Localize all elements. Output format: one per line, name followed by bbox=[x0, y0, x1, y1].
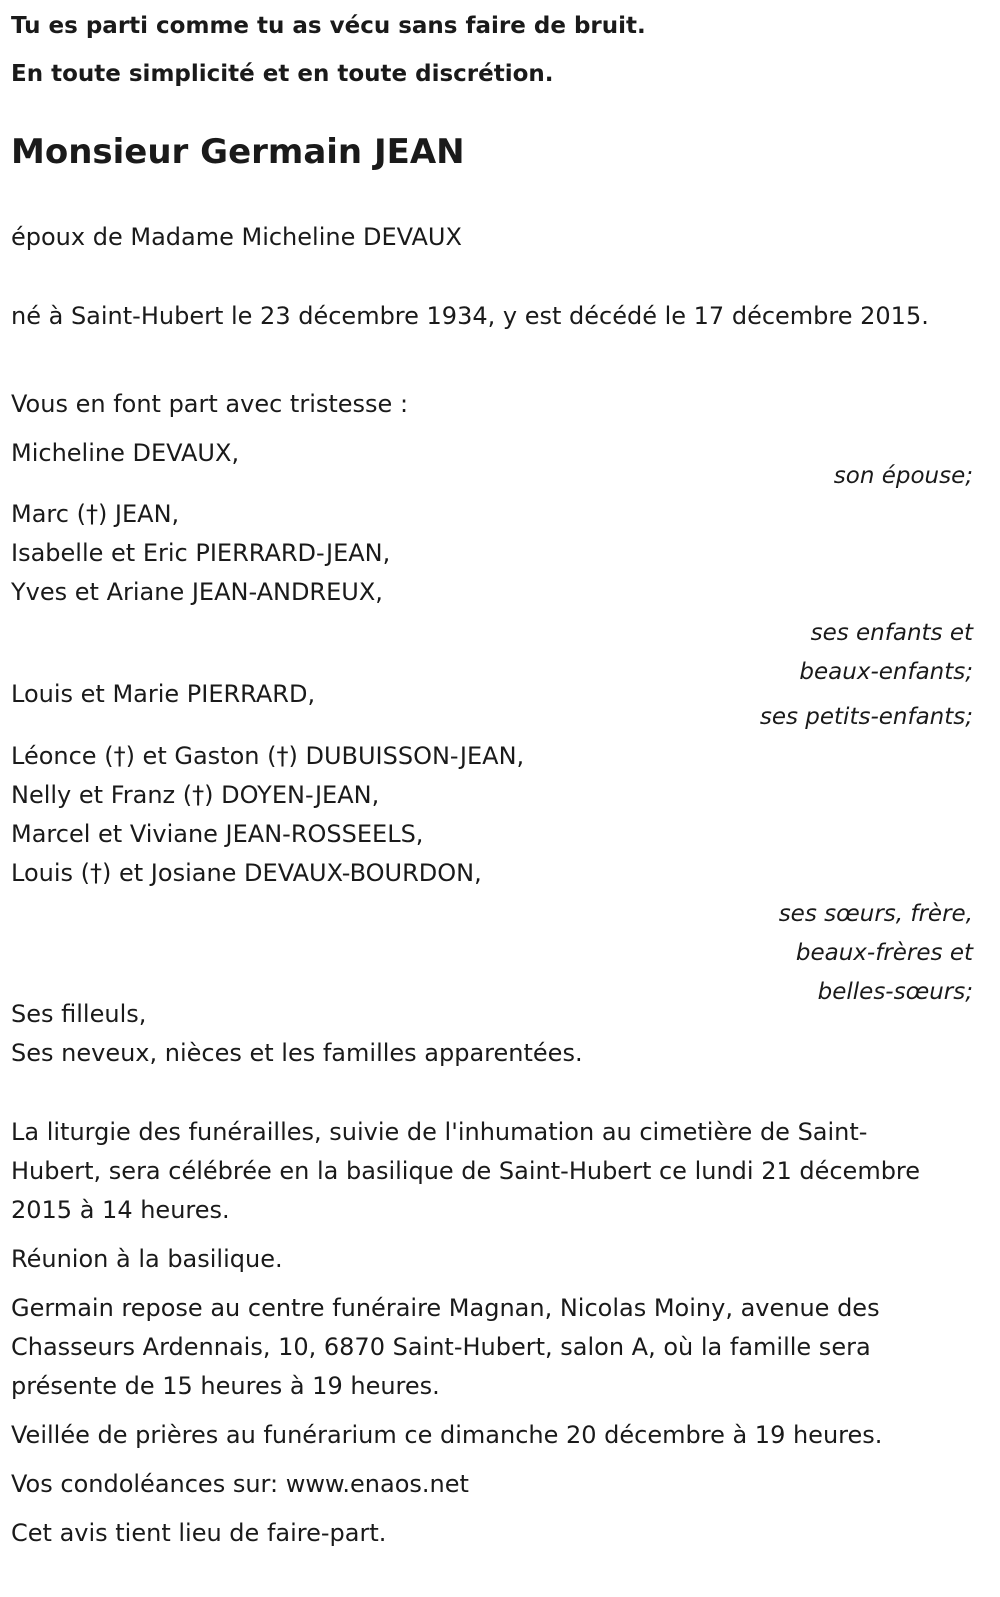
family-member: Yves et Ariane JEAN-ANDREUX, bbox=[11, 578, 383, 606]
other-relatives-line: Ses neveux, nièces et les familles apparentées. bbox=[11, 1039, 583, 1067]
other-relatives-line: Ses filleuls, bbox=[11, 1000, 147, 1028]
viewing-text: Germain repose au centre funéraire Magnan, Nicolas Moiny, avenue des Chasseurs Ardennais, 10, 6870 Saint-Hubert, salon A, où la famille sera présente de 15 heures à 19 heures. bbox=[11, 1294, 880, 1400]
quote-line-1: Tu es parti comme tu as vécu sans faire de bruit. bbox=[11, 13, 646, 39]
family-member: Micheline DEVAUX, bbox=[11, 439, 240, 467]
condolences-text: Vos condoléances sur: www.enaos.net bbox=[11, 1470, 469, 1498]
opening-quote bbox=[11, 0, 973, 98]
family-role: son épouse; bbox=[833, 463, 973, 489]
family-member: Léonce (†) et Gaston (†) DUBUISSON-JEAN, bbox=[11, 742, 525, 770]
quote-line-2: En toute simplicité et en toute discrétion. bbox=[11, 61, 554, 87]
family-group-siblings bbox=[11, 737, 973, 1012]
family-member: Isabelle et Eric PIERRARD-JEAN, bbox=[11, 539, 391, 567]
family-role: belles-sœurs; bbox=[817, 979, 973, 1005]
family-role: beaux-enfants; bbox=[799, 659, 973, 685]
vigil-text: Veillée de prières au funérarium ce dimanche 20 décembre à 19 heures. bbox=[11, 1421, 883, 1449]
family-member: Louis et Marie PIERRARD, bbox=[11, 680, 316, 708]
family-role: ses sœurs, frère, bbox=[778, 901, 973, 927]
family-member: Louis (†) et Josiane DEVAUX-BOURDON, bbox=[11, 859, 482, 887]
spouse-line: époux de Madame Micheline DEVAUX bbox=[11, 223, 462, 251]
family-role: ses petits-enfants; bbox=[759, 704, 973, 730]
notice-text: Cet avis tient lieu de faire-part. bbox=[11, 1519, 387, 1547]
birth-death-line: né à Saint-Hubert le 23 décembre 1934, y est décédé le 17 décembre 2015. bbox=[11, 302, 929, 330]
family-group-spouse bbox=[11, 434, 973, 496]
family-group-children bbox=[11, 495, 973, 692]
family-member: Marc (†) JEAN, bbox=[11, 500, 180, 528]
announcement-intro: Vous en font part avec tristesse : bbox=[11, 390, 409, 418]
family-role: beaux-frères et bbox=[795, 940, 973, 966]
family-member: Nelly et Franz (†) DOYEN-JEAN, bbox=[11, 781, 380, 809]
family-group-grandchildren bbox=[11, 675, 973, 737]
deceased-name: Monsieur Germain JEAN bbox=[11, 132, 465, 172]
family-role: ses enfants et bbox=[810, 620, 973, 646]
meeting-text: Réunion à la basilique. bbox=[11, 1245, 283, 1273]
other-relatives bbox=[11, 995, 973, 1073]
family-member: Marcel et Viviane JEAN-ROSSEELS, bbox=[11, 820, 424, 848]
liturgy-text: La liturgie des funérailles, suivie de l'inhumation au cimetière de Saint-Hubert, sera célébrée en la basilique de Saint-Hubert ce lundi 21 décembre 2015 à 14 heures. bbox=[11, 1118, 921, 1224]
